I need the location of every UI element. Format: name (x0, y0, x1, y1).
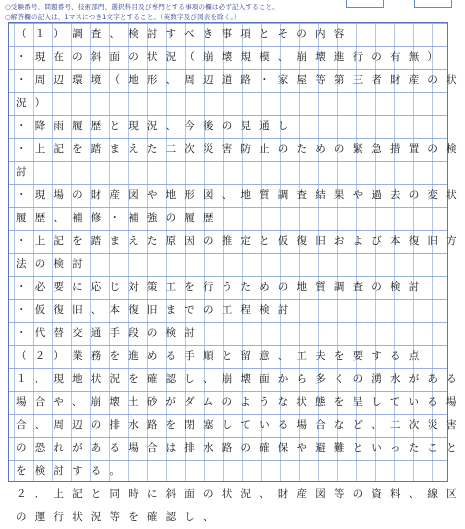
answer-line: ・降雨履歴と現況、今後の見通し (16, 120, 297, 132)
answer-grid-sheet (8, 22, 465, 523)
answer-line: 法の検討 (16, 258, 91, 270)
answer-line: ・代替交通手段の検討 (16, 327, 203, 339)
answer-line: 場合や、崩壊土砂がダムのような状態を呈している場 (16, 396, 465, 408)
answer-line: ・仮復旧、本復旧までの工程検討 (16, 304, 297, 316)
instruction-note-1: ○受験番号、問題番号、技術部門、選択科目及び専門とする事項の欄は必ず記入すること。 (5, 3, 279, 11)
answer-line: ・現場の財産図や地形図、地質調査結果や過去の変状 (16, 189, 465, 201)
answer-line: を検討する。 (16, 465, 129, 477)
answer-line: の運行状況等を確認し、 (16, 511, 222, 523)
answer-line: １．現地状況を確認し、崩壊面から多くの湧水がある (16, 373, 465, 385)
instruction-note-2: ○解答欄の記入は、1マスにつき1文字とすること。（英数字及び図表を除く。） (5, 13, 241, 21)
answer-line: 討 (16, 166, 35, 178)
answer-line: 況） (16, 97, 54, 109)
answer-line: （２）業務を進める手順と留意、工夫を要する点 (16, 350, 428, 362)
header-box-left (346, 0, 384, 8)
answer-line: 合、周辺の排水路を閉塞している場合など、二次災害 (16, 419, 465, 431)
answer-line: ・上記を踏まえた原因の推定と仮復旧および本復旧方 (16, 235, 465, 247)
answer-line: ・必要に応じ対策工を行うための地質調査の検討 (16, 281, 428, 293)
answer-line: （１）調査、検討すべき事項とその内容 (16, 28, 353, 40)
header-box-right (414, 0, 452, 8)
answer-line: 履歴、補修・補強の履歴 (16, 212, 222, 224)
answer-line: ・現在の斜面の状況（崩壊規模、崩壊進行の有無） (16, 51, 447, 63)
answer-line: ・周辺環境（地形、周辺道路・家屋等第三者財産の状 (16, 74, 465, 86)
answer-line: ・上記を踏まえた二次災害防止のための緊急措置の検 (16, 143, 465, 155)
answer-line: ２．上記と同時に斜面の状況、財産図等の資料、線区 (16, 488, 465, 500)
answer-line: の恐れがある場合は排水路の確保や避難といったこと (16, 442, 465, 454)
